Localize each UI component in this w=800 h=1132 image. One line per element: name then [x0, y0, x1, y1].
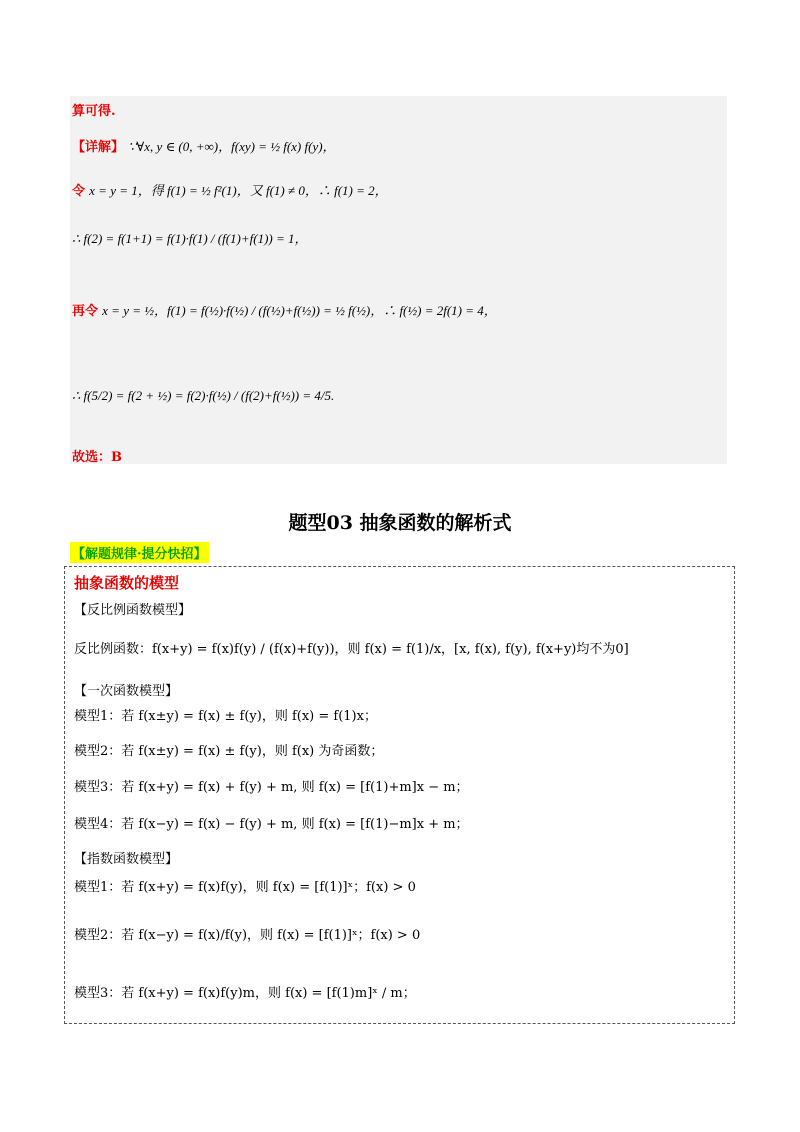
linear-header: 【一次函数模型】	[74, 684, 179, 699]
detail-label: 【详解】	[72, 140, 125, 155]
linear-model-1: 模型1：若 f(x±y) = f(x) ± f(y)，则 f(x) = f(1)x；	[74, 709, 377, 724]
section-title: 题型03 抽象函数的解析式	[288, 512, 512, 534]
solution-top-text: 算可得.	[72, 104, 116, 119]
let-math: x = y = 1，得 f(1) = ½ f²(1)，又 f(1) ≠ 0，∴ f(1) = 2，	[89, 183, 388, 198]
answer-label: 故选：B	[72, 450, 122, 465]
model-box	[64, 566, 735, 1024]
f2-math: ∴ f(2) = f(1+1) = f(1)·f(1) / (f(1)+f(1)) = 1，	[72, 231, 308, 246]
linear-model-3: 模型3：若 f(x+y) = f(x) + f(y) + m, 则 f(x) = [f(1)+m]x − m；	[74, 780, 469, 795]
let-line	[72, 180, 388, 199]
relet-line	[72, 300, 497, 319]
relet-math: x = y = ½，f(1) = f(½)·f(½) / (f(½)+f(½)) = ½ f(½)，∴ f(½) = 2f(1) = 4，	[102, 303, 497, 318]
f2-line	[72, 228, 308, 247]
exp-model-1: 模型1：若 f(x+y) = f(x)f(y)，则 f(x) = [f(1)]ˣ；f(x) > 0	[74, 880, 416, 895]
detail-math: ∵∀x, y ∈ (0, +∞)，f(xy) = ½ f(x) f(y)，	[128, 139, 336, 154]
inverse-line: 反比例函数：f(x+y) = f(x)f(y) / (f(x)+f(y))，则 f(x) = f(1)/x，[x, f(x), f(y), f(x+y)均不为0]	[74, 642, 629, 657]
exp-model-3: 模型3：若 f(x+y) = f(x)f(y)m，则 f(x) = [f(1)m]ˣ / m；	[74, 986, 416, 1001]
exp-header: 【指数函数模型】	[74, 852, 179, 867]
exp-model-2: 模型2：若 f(x−y) = f(x)/f(y)，则 f(x) = [f(1)]ˣ；f(x) > 0	[74, 928, 421, 943]
relet-prefix: 再令	[72, 304, 99, 319]
box-title: 抽象函数的模型	[74, 574, 180, 592]
f52-line	[72, 388, 334, 404]
linear-model-4: 模型4：若 f(x−y) = f(x) − f(y) + m, 则 f(x) = [f(1)−m]x + m；	[74, 817, 469, 832]
linear-model-2: 模型2：若 f(x±y) = f(x) ± f(y)，则 f(x) 为奇函数；	[74, 744, 384, 759]
detail-line	[72, 136, 336, 155]
f52-math: ∴ f(5/2) = f(2 + ½) = f(2)·f(½) / (f(2)+f(½)) = 4/5.	[72, 388, 335, 403]
section-tag: 【解题规律·提分快招】	[70, 542, 209, 563]
let-prefix: 令	[72, 184, 86, 199]
inverse-header: 【反比例函数模型】	[74, 603, 192, 618]
